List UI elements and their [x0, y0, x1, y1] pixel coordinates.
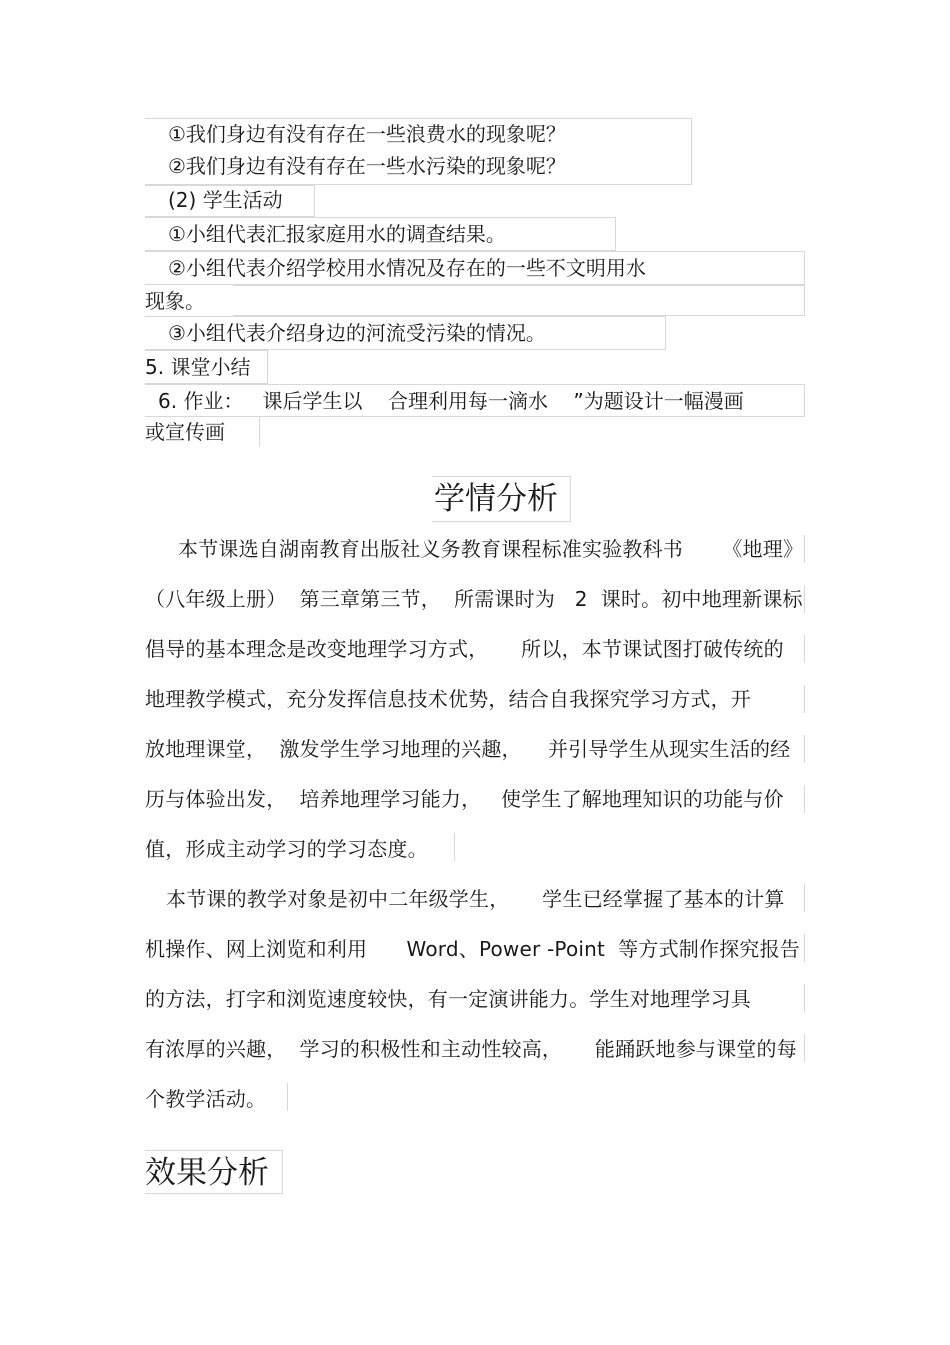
learner-para-1-line-7: 值，形成主动学习的学习态度。	[145, 837, 428, 861]
textbox-edge	[804, 735, 805, 763]
homework-line-2: 或宣传画	[145, 420, 225, 444]
activity-2-line-1: ②小组代表介绍学校用水情况及存在的一些不文明用水	[168, 256, 646, 280]
class-summary: 5. 课堂小结	[145, 355, 251, 379]
textbox-outline	[233, 285, 805, 316]
textbox-edge	[804, 635, 805, 663]
learner-para-1-line-4: 地理教学模式，充分发挥信息技术优势，结合自我探究学习方式，开	[145, 687, 751, 711]
learner-para-1-line-1: 本节课选自湖南教育出版社义务教育课程标准实验教科书 《地理》	[178, 537, 804, 561]
activity-1: ①小组代表汇报家庭用水的调查结果。	[168, 222, 506, 246]
learner-para-2-line-4: 有浓厚的兴趣， 学习的积极性和主动性较高， 能踊跃地参与课堂的每	[145, 1037, 797, 1061]
textbox-edge	[804, 1034, 805, 1062]
textbox-edge	[804, 785, 805, 813]
textbox-edge	[804, 884, 805, 912]
learner-para-2-line-2: 机操作、网上浏览和利用 Word、Power -Point 等方式制作探究报告	[145, 937, 800, 961]
learner-para-1-line-2: （八年级上册） 第三章第三节， 所需课时为 2 课时。初中地理新课标	[145, 587, 803, 611]
textbox-edge	[804, 984, 805, 1012]
learner-para-2-line-5: 个教学活动。	[145, 1087, 267, 1111]
textbox-edge	[287, 1083, 288, 1111]
textbox-edge	[454, 833, 455, 861]
learner-analysis-heading: 学情分析	[434, 481, 558, 517]
question-1: ①我们身边有没有存在一些浪费水的现象呢？	[168, 122, 566, 146]
learner-para-2-line-1: 本节课的教学对象是初中二年级学生， 学生已经掌握了基本的计算	[166, 887, 785, 911]
textbox-edge	[804, 535, 805, 563]
student-activity-heading: (2) 学生活动	[168, 188, 283, 212]
textbox-edge	[804, 585, 805, 613]
activity-3: ③小组代表介绍身边的河流受污染的情况。	[168, 321, 546, 345]
learner-para-2-line-3: 的方法，打字和浏览速度较快，有一定演讲能力。学生对地理学习具	[145, 987, 751, 1011]
textbox-edge	[259, 417, 260, 447]
learner-para-1-line-6: 历与体验出发， 培养地理学习能力， 使学生了解地理知识的功能与价	[145, 787, 784, 811]
effect-analysis-heading: 效果分析	[145, 1155, 269, 1191]
learner-para-1-line-3: 倡导的基本理念是改变地理学习方式， 所以，本节课试图打破传统的	[145, 637, 784, 661]
learner-para-1-line-5: 放地理课堂， 激发学生学习地理的兴趣， 并引导学生从现实生活的经	[145, 737, 791, 761]
homework-line-1: 6. 作业： 课后学生以 合理利用每一滴水 ”为题设计一幅漫画	[158, 389, 744, 413]
question-2: ②我们身边有没有存在一些水污染的现象呢？	[168, 154, 566, 178]
activity-2-line-2: 现象。	[145, 289, 205, 313]
textbox-edge	[804, 934, 805, 962]
textbox-edge	[804, 685, 805, 713]
